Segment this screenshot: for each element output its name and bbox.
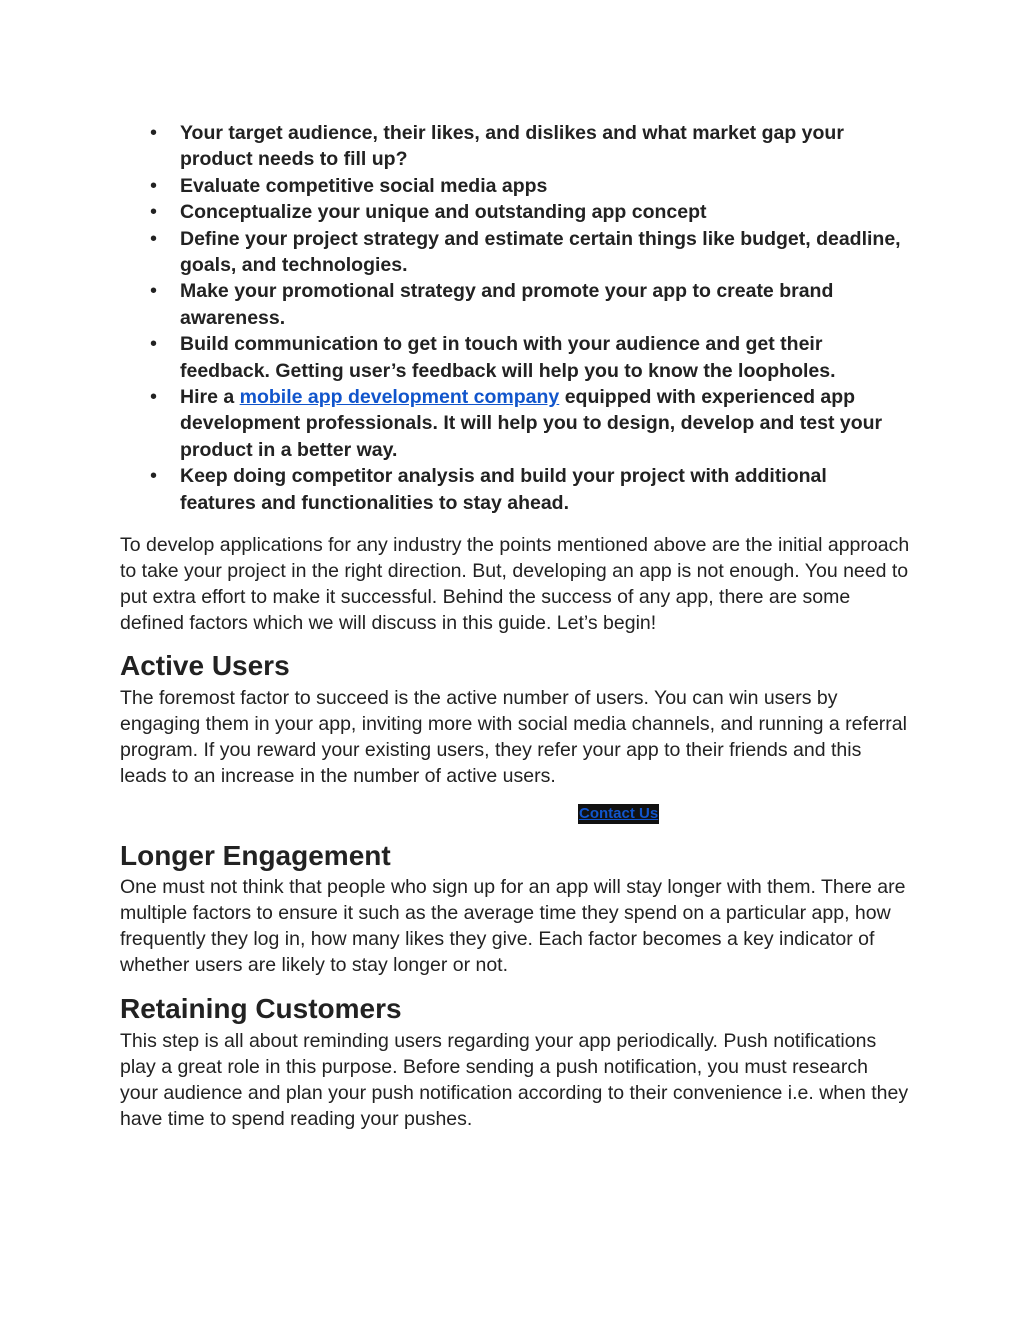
bullet-icon: • [150,280,158,303]
active-users-paragraph: The foremost factor to succeed is the active number of users. You can win users by engaging them in your app, inviting more with social media channels, and running a referral program. If you reward your existing users, they refer your app to their friends and this leads to an increase in the number of active users. [120,687,907,787]
list-item [148,173,908,199]
list-item-text: Evaluate competitive social media apps [180,174,548,197]
list-item-text: Make your promotional strategy and promote your app to create brand awareness. [180,280,834,329]
contact-us-link[interactable]: Contact Us [579,805,659,822]
intro-paragraph: To develop applications for any industry the points mentioned above are the initial approach to take your project in the right direction. But, developing an app is not enough. You need to put extra effort to make it successful. Behind the success of any app, there are some defined factors which we will discuss in this guide. Let’s begin! [120,534,910,634]
list-item-text: Define your project strategy and estimate certain things like budget, deadline, goals, and technologies. [180,227,901,277]
list-item [148,120,908,173]
list-item-text: Keep doing competitor analysis and build your project with additional features and functionalities to stay ahead. [180,465,827,514]
bullet-icon: • [150,122,158,144]
bullet-icon: • [150,174,158,197]
bullet-icon: • [150,333,158,356]
bullet-icon: • [150,465,158,488]
mobile-app-development-link[interactable]: mobile app development company [239,386,560,409]
list-item [148,199,908,225]
section-heading-longer-engagement: Longer Engagement [120,840,391,871]
bullet-list [148,120,908,516]
list-item [148,331,908,384]
list-item-text-post: equipped with experienced app development professionals. It will help you to design, develop and test your product in a better way. [180,386,883,461]
list-item-text: Build communication to get in touch with your audience and get their feedback. Getting user’s feedback will help you to know the loopholes. [180,333,836,382]
list-item [148,463,908,516]
bullet-icon: • [150,386,158,409]
list-item-text: Your target audience, their likes, and dislikes and what market gap your product needs to fill up? [180,122,844,171]
bullet-icon: • [150,227,158,250]
list-item [148,384,908,463]
longer-engagement-paragraph: One must not think that people who sign up for an app will stay longer with them. There are multiple factors to ensure it such as the average time they spend on a particular app, how frequently they log in, how many likes they give. Each factor becomes a key indicator of whether users are likely to stay longer or not. [120,876,906,976]
section-heading-active-users: Active Users [120,650,290,681]
list-item [148,278,908,331]
list-item [148,226,908,279]
section-heading-retaining-customers: Retaining Customers [120,993,402,1024]
list-item-text-pre: Hire a [180,386,240,409]
list-item-text: Conceptualize your unique and outstanding app concept [180,201,707,224]
bullet-icon: • [150,201,158,224]
retaining-customers-paragraph: This step is all about reminding users regarding your app periodically. Push notifications play a great role in this purpose. Before sending a push notification, you must research your audience and plan your push notification according to their convenience i.e. when they have time to spend reading your pushes. [120,1030,909,1130]
